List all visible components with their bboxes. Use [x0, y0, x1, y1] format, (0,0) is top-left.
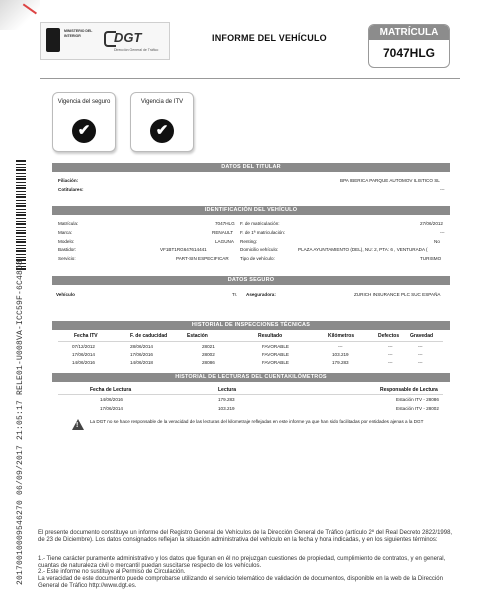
fecha-primera-matriculacion-value: ---	[440, 230, 445, 235]
itv-row-3-estacion: 28086	[202, 360, 215, 365]
seguro-vehiculo-label: Vehículo	[56, 292, 75, 297]
itv-col-gravedad: Gravedad	[410, 333, 434, 339]
filiacion-value: BPA IBERICA PARQUE AUTOMOV ILISTICO SL	[340, 178, 440, 183]
itv-row-2-km: 103.219	[332, 352, 349, 357]
bastidor-value: VF1BT1RG647614441	[160, 247, 207, 252]
itv-col-resultado: Resultado	[258, 333, 283, 339]
footer-paragraph-1: El presente documento constituye un informe del Registro General de Vehículos de la Dirección General de Tráfico (artículo 2º del Real Decreto 2822/1998, de 23 de Diciembre). Los datos consignados reflejan la situación administrativa del vehículo en la fecha y hora indicadas, y en los siguientes términos:	[38, 530, 453, 543]
itv-header-rule	[58, 341, 443, 342]
itv-row-2-estacion: 28002	[202, 352, 215, 357]
itv-col-fecha: Fecha ITV	[74, 333, 98, 339]
itv-row-3-resultado: FAVORABLE	[262, 360, 289, 365]
warning-exclamation: !	[76, 422, 79, 429]
itv-row-3-gravedad: ---	[418, 360, 423, 365]
section-heading-lecturas: HISTORIAL DE LECTURAS DEL CUENTAKILÓMETROS	[52, 373, 450, 382]
itv-row-1-gravedad: ---	[418, 344, 423, 349]
check-icon: ✔	[72, 119, 96, 143]
domicilio-label: Domicilio vehículo:	[240, 247, 279, 252]
plate-box	[368, 24, 450, 68]
section-heading-vehiculo: IDENTIFICACIÓN DEL VEHÍCULO	[52, 206, 450, 215]
dgt-subtitle: Dirección General de Tráfico	[114, 48, 159, 52]
fecha-matriculacion-label: F. de matriculación:	[240, 221, 280, 226]
itv-row-3-fecha: 14/06/2016	[72, 360, 95, 365]
itv-row-3-km: 179.283	[332, 360, 349, 365]
page-fold-shadow	[0, 0, 40, 30]
itv-row-1-defectos: ---	[388, 344, 393, 349]
aseguradora-value: ZURICH INSURANCE PLC SUC ESPAÑA	[354, 292, 441, 297]
lecturas-row-2-fecha: 17/06/2014	[100, 406, 123, 411]
itv-row-3-defectos: ---	[388, 360, 393, 365]
servicio-label: Servicio:	[58, 256, 76, 261]
lecturas-row-2-responsable: Estación ITV - 28002	[396, 406, 439, 411]
footer-paragraph-3: 2.- Este informe no sustituye al Permiso de Circulación.	[38, 569, 186, 575]
lecturas-header-rule	[58, 394, 443, 395]
domicilio-value: PLAZA AYUNTAMIENTO (DEL), NU: 2, PTA: 6 , VENTURADA (	[298, 247, 428, 252]
itv-row-2-fecha: 17/06/2014	[72, 352, 95, 357]
itv-row-1-resultado: FAVORABLE	[262, 344, 289, 349]
lecturas-row-2-lectura: 103.219	[218, 406, 235, 411]
itv-col-caducidad: F. de caducidad	[130, 333, 168, 339]
marca-value: RENAULT	[212, 230, 234, 235]
itv-row-2-caducidad: 17/06/2016	[130, 352, 153, 357]
lecturas-row-1-lectura: 179.283	[218, 397, 235, 402]
fecha-matriculacion-value: 27/06/2012	[420, 221, 443, 226]
document-title: INFORME DEL VEHÍCULO	[212, 33, 327, 43]
itv-validity-card	[130, 92, 194, 152]
cotitulares-label: Cotitulares:	[58, 187, 84, 192]
lecturas-col-fecha: Fecha de Lectura	[90, 387, 132, 393]
itv-row-2-resultado: FAVORABLE	[262, 352, 289, 357]
dgt-logo-text: DGT	[114, 30, 142, 45]
aseguradora-label: Aseguradora:	[246, 292, 276, 297]
itv-col-estacion: Estación	[187, 333, 208, 339]
itv-row-1-estacion: 28021	[202, 344, 215, 349]
section-heading-itv: HISTORIAL DE INSPECCIONES TÉCNICAS	[52, 321, 450, 330]
matricula-value: 7047HLG	[215, 221, 235, 226]
barcode	[16, 160, 26, 270]
fecha-primera-matriculacion-label: F. de 1ª matriculación:	[240, 230, 286, 235]
lecturas-row-1-fecha: 14/06/2016	[100, 397, 123, 402]
footer-paragraph-2: 1.- Tiene carácter puramente administrativo y los datos que figuran en él no prejuzgan cuestiones de propiedad, cumplimiento de contratos, y en general, cuantas de naturaleza civil o mercantil puedan suscitarse respecto de los vehículos.	[38, 556, 446, 569]
side-verification-code: 20170010009546270 06/09/2017 21:05:17 RELE01-U008VA-ICC59F-6C48D8	[16, 259, 25, 585]
itv-row-1-km: ---	[338, 344, 343, 349]
coat-of-arms-icon	[46, 28, 60, 52]
ministry-label: MINISTERIO DEL INTERIOR	[64, 29, 93, 38]
cotitulares-value: ---	[440, 187, 445, 192]
footer-paragraph-4: La veracidad de este documento puede comprobarse utilizando el servicio telemático de validación de documentos, disponible en la web de la Dirección General de Tráfico http://www.dgt.es.	[38, 576, 443, 589]
matricula-label: Matrícula:	[58, 221, 79, 226]
servicio-value: PART-SIN ESPECIFICAR	[176, 256, 229, 261]
insurance-validity-label: Vigencia del seguro	[57, 99, 111, 105]
renting-value: No	[434, 239, 440, 244]
modelo-label: Modelo:	[58, 239, 75, 244]
tipo-vehiculo-label: Tipo de vehículo:	[240, 256, 275, 261]
seguro-tr-label: Tr.	[232, 292, 238, 297]
check-icon: ✔	[150, 119, 174, 143]
modelo-value: LAGUNA	[215, 239, 234, 244]
itv-row-1-caducidad: 28/06/2014	[130, 344, 153, 349]
plate-label: MATRÍCULA	[369, 25, 449, 40]
itv-col-defectos: Defectos	[378, 333, 400, 339]
renting-label: Renting:	[240, 239, 258, 244]
itv-validity-label: Vigencia de ITV	[140, 99, 184, 105]
lecturas-col-lectura: Lectura	[218, 387, 237, 393]
itv-col-kilometros: Kilómetros	[328, 333, 355, 339]
itv-row-1-fecha: 07/12/2012	[72, 344, 95, 349]
filiacion-label: Filiación:	[58, 178, 79, 183]
header-divider	[40, 78, 460, 79]
marca-label: Marca:	[58, 230, 73, 235]
itv-row-2-gravedad: ---	[418, 352, 423, 357]
lecturas-row-1-responsable: Estación ITV - 28086	[396, 397, 439, 402]
lecturas-col-responsable: Responsable de Lectura	[380, 387, 438, 393]
dgt-logo-box	[40, 22, 170, 60]
section-heading-seguro: DATOS SEGURO	[52, 276, 450, 285]
itv-row-2-defectos: ---	[388, 352, 393, 357]
itv-row-3-caducidad: 14/06/2018	[130, 360, 153, 365]
insurance-validity-card	[52, 92, 116, 152]
section-heading-titular: DATOS DEL TITULAR	[52, 163, 450, 172]
plate-value: 7047HLG	[382, 46, 436, 60]
lecturas-notice: La DGT no se hace responsable de la veracidad de las lecturas del kilometraje reflejadas en este informe ya que han sido facilitadas por entidades ajenas a la DGT	[90, 419, 424, 424]
bastidor-label: Bastidor:	[58, 247, 77, 252]
tipo-vehiculo-value: TURISMO	[420, 256, 442, 261]
